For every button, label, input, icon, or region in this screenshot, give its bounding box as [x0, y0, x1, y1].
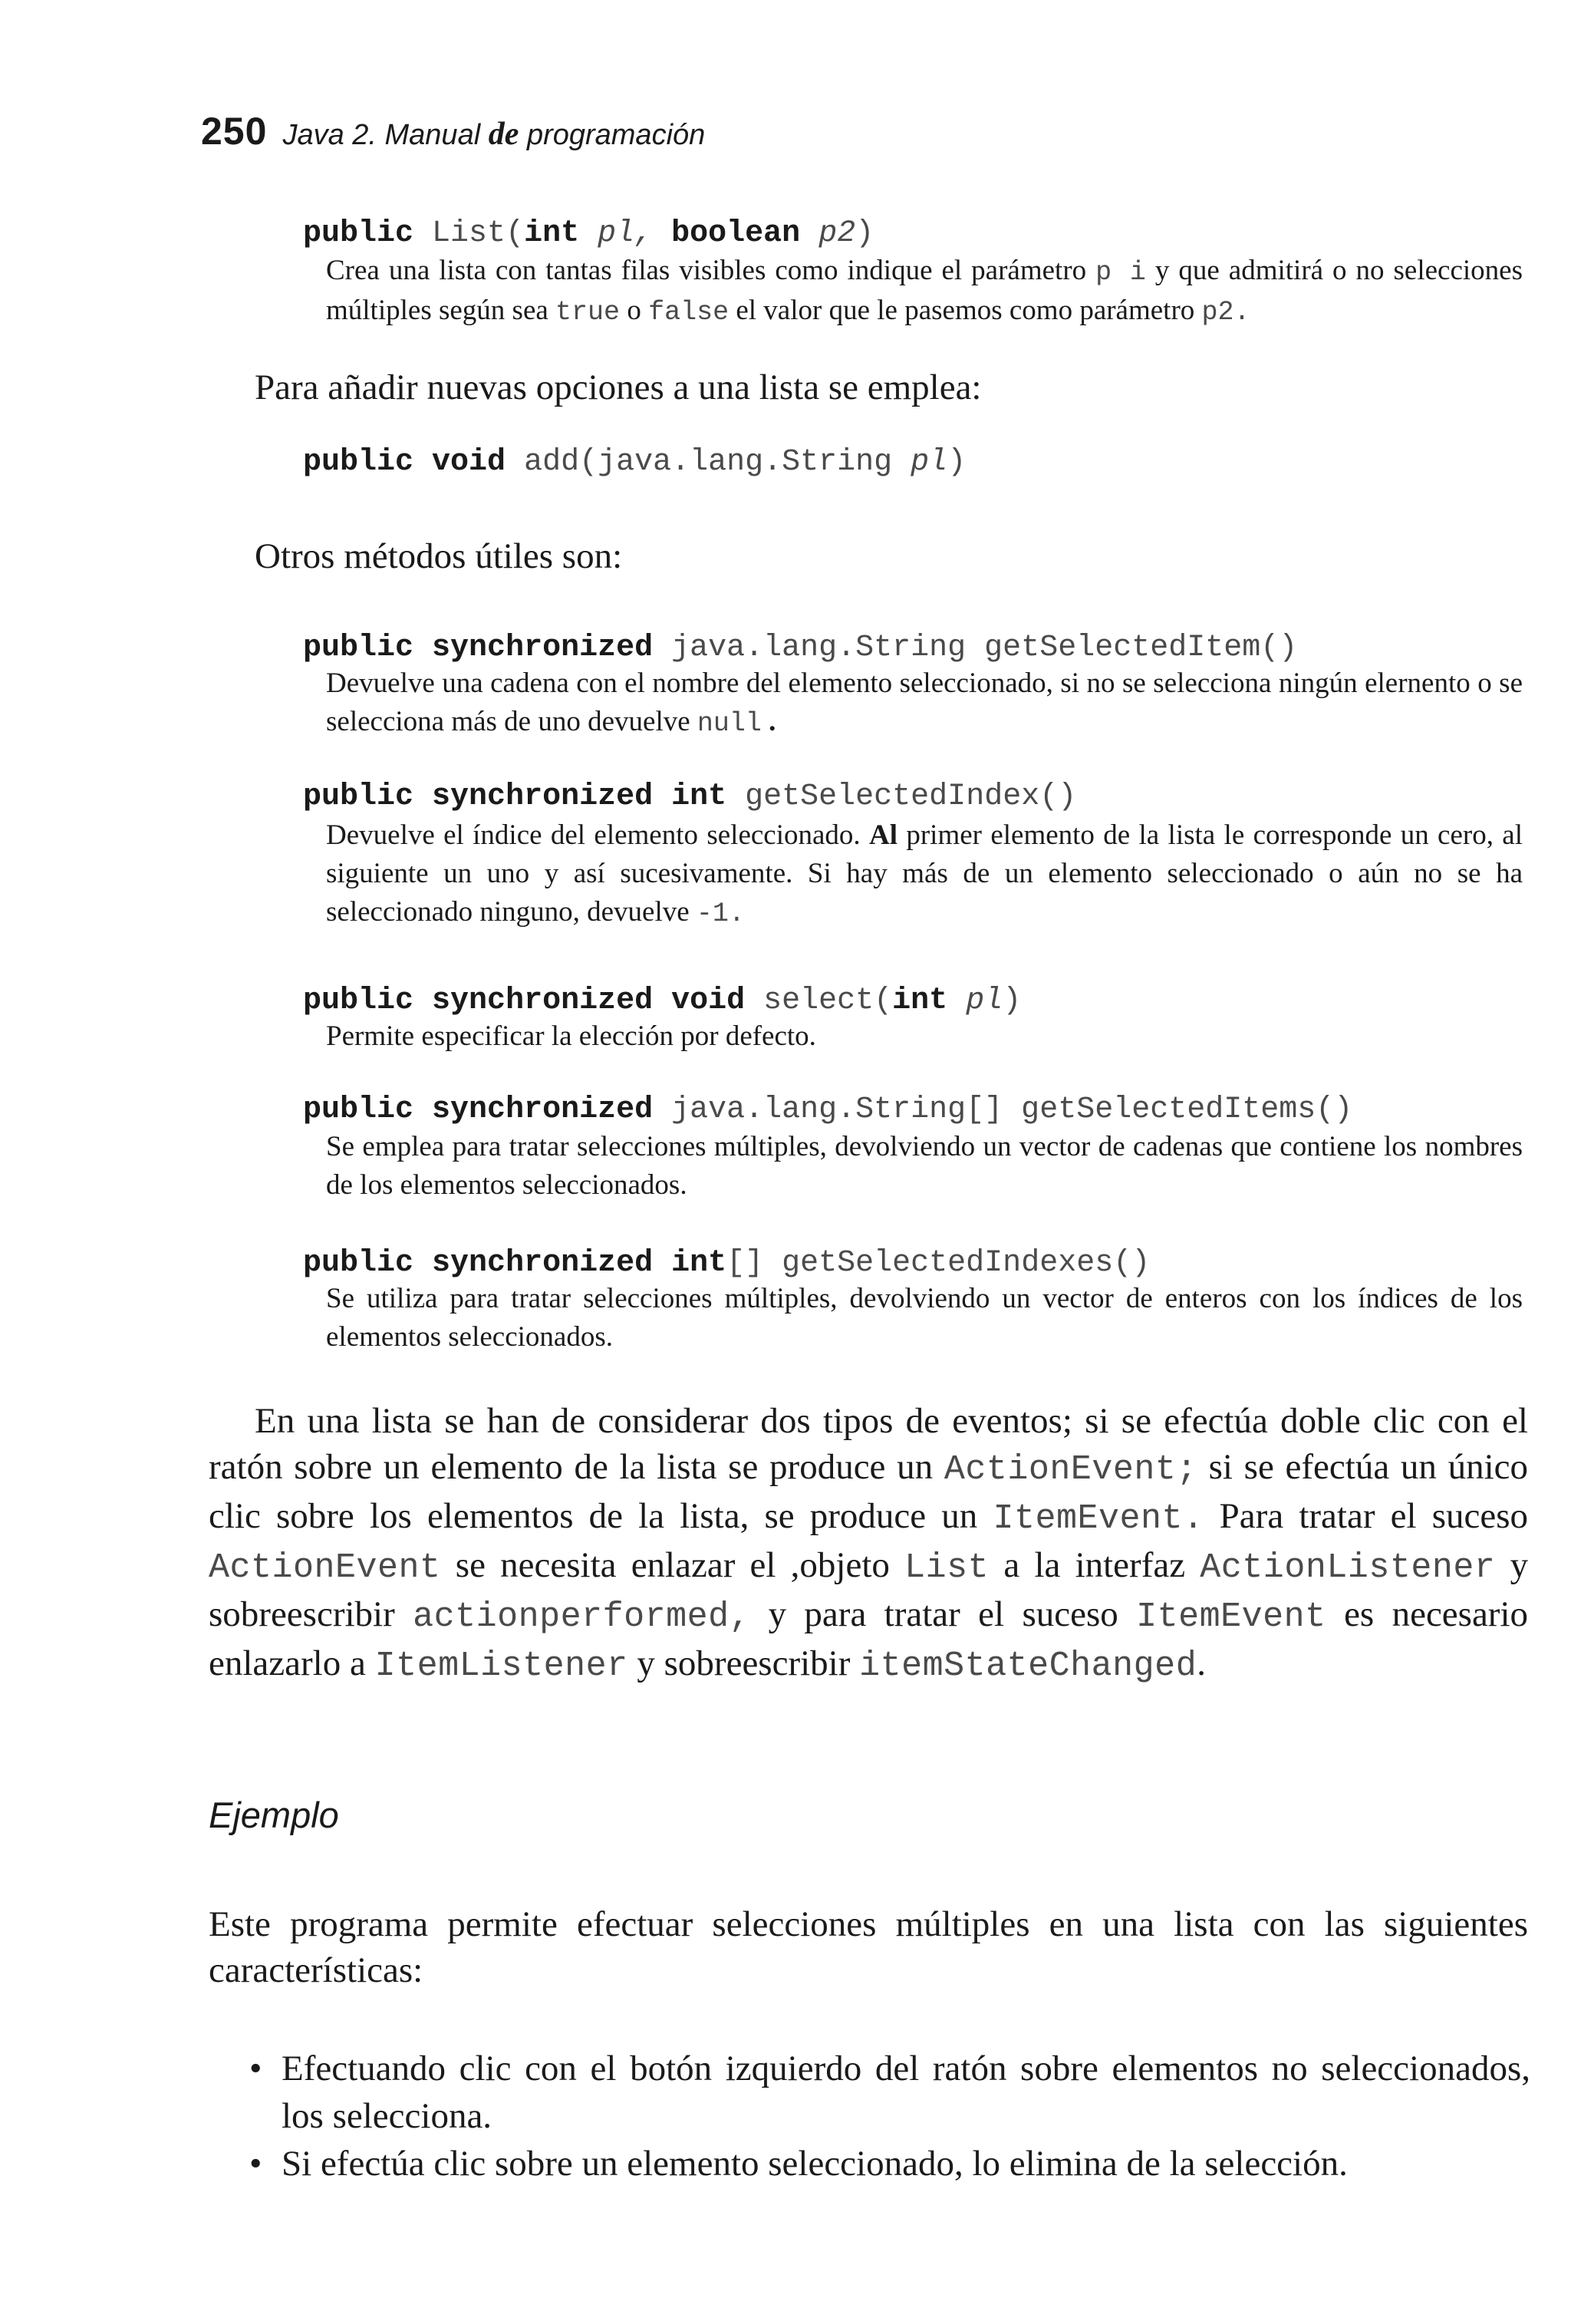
method-name: getSelectedIndex()	[745, 780, 1077, 814]
running-title-post: programación	[526, 119, 706, 151]
running-title-de: de	[488, 117, 519, 152]
text: es necesario enlazarlo a	[209, 1594, 1529, 1683]
method-signature-get-selected-index	[303, 780, 1076, 814]
keyword: public	[303, 445, 414, 480]
parameter: pl	[911, 445, 948, 480]
inline-code: actionperformed,	[413, 1597, 751, 1637]
text: y que admitirá o no selecciones múltiples según sea	[326, 255, 1523, 326]
inline-code: p2.	[1201, 297, 1250, 328]
text: el valor que le pasemos como parámetro	[736, 295, 1195, 326]
keyword: public	[303, 1246, 414, 1281]
paragraph-events	[209, 1398, 1528, 1689]
method-description-get-selected-items: Se emplea para tratar selecciones múltiples, devolviendo un vector de cadenas que contiene los nombres de los elementos seleccionados.	[326, 1131, 1523, 1201]
text: Devuelve el índice del elemento seleccionado.	[326, 819, 861, 851]
inline-code: ItemEvent.	[993, 1499, 1204, 1538]
parameter: p2	[818, 216, 856, 251]
keyword: public	[303, 216, 414, 251]
text: Al	[869, 819, 898, 851]
method-name: select(	[763, 984, 893, 1018]
feature-list	[249, 2045, 1530, 2187]
running-title-pre: Java 2. Manual	[282, 119, 481, 151]
running-title	[282, 119, 705, 151]
text: si se efectúa un único clic sobre los elementos de la lista, se produce un	[209, 1447, 1529, 1536]
inline-code: true	[555, 297, 621, 328]
method-description-get-selected-indexes: Se utiliza para tratar selecciones múltiples, devolviendo un vector de enteros con los índices de los elementos seleccionados.	[326, 1283, 1523, 1353]
keyword: int	[892, 984, 948, 1018]
method-name: add(java.lang.String	[524, 445, 893, 480]
keyword: public	[303, 631, 414, 665]
keyword: synchronized	[432, 780, 654, 814]
method-signature-list-constructor	[303, 216, 874, 251]
list-item-text: Efectuando clic con el botón izquierdo del ratón sobre elementos no seleccionados, los selecciona.	[282, 2049, 1530, 2136]
keyword: int	[524, 216, 580, 251]
keyword: void	[432, 445, 506, 480]
keyword: public	[303, 780, 414, 814]
bullet-icon: •	[249, 2049, 262, 2088]
inline-code: null	[697, 708, 762, 739]
paragraph-example: Este programa permite efectuar selecciones múltiples en una lista con las siguientes características:	[209, 1904, 1528, 1990]
paragraph-add-options: Para añadir nuevas opciones a una lista se emplea:	[255, 368, 982, 407]
text: a la interfaz	[1003, 1545, 1186, 1585]
text: y sobreescribir	[637, 1643, 851, 1683]
list-item-text: Si efectúa clic sobre un elemento seleccionado, lo elimina de la selección.	[282, 2144, 1348, 2184]
inline-code: ActionListener	[1200, 1548, 1496, 1587]
method-description-select: Permite especificar la elección por defecto.	[326, 1020, 816, 1052]
parameter: pl	[966, 984, 1003, 1018]
keyword: int	[671, 780, 727, 814]
section-title: Ejemplo	[209, 1795, 339, 1835]
method-description-list-constructor	[326, 252, 1523, 331]
inline-code: ActionEvent;	[944, 1450, 1197, 1489]
inline-code: ActionEvent	[209, 1548, 441, 1587]
keyword: public	[303, 1093, 414, 1127]
inline-code: p i	[1095, 257, 1146, 288]
keyword: int	[671, 1246, 727, 1281]
keyword: public	[303, 984, 414, 1018]
list-item	[249, 2140, 1530, 2187]
page-number: 250	[201, 110, 268, 153]
inline-code: ItemListener	[374, 1647, 628, 1686]
paren: )	[947, 445, 967, 480]
keyword: synchronized	[432, 631, 654, 665]
text: y para tratar el suceso	[768, 1594, 1118, 1634]
method-signature-get-selected-indexes	[303, 1246, 1150, 1281]
inline-code: false	[648, 297, 730, 328]
bullet-icon: •	[249, 2144, 262, 2184]
text: En una lista se han de considerar dos tipos de eventos; si se efectúa doble clic con el ratón sobre un elemento de la lista se produce un	[209, 1401, 1528, 1487]
keyword: synchronized	[432, 1093, 654, 1127]
keyword: void	[671, 984, 746, 1018]
method-name: List(	[432, 216, 525, 251]
text: .	[1197, 1643, 1206, 1683]
text: primer elemento de la lista le corresponde un cero, al siguiente un uno y así sucesivamente. Si hay más de un elemento seleccionado o aún no se ha seleccionado ninguno, devuelve	[326, 819, 1523, 928]
keyword: synchronized	[432, 984, 654, 1018]
text: .	[769, 706, 776, 737]
keyword: synchronized	[432, 1246, 654, 1281]
paren: )	[1003, 984, 1022, 1018]
text: Crea una lista con tantas filas visibles como indique el parámetro	[326, 255, 1087, 286]
paragraph-other-methods: Otros métodos útiles son:	[255, 536, 623, 576]
text: Devuelve una cadena con el nombre del elemento seleccionado, si no se selecciona ningún elernento o se selecciona más de uno devuelve	[326, 668, 1523, 737]
running-header	[201, 109, 705, 153]
method-name: java.lang.String getSelectedItem()	[671, 631, 1298, 665]
paren: )	[855, 216, 874, 251]
method-description-get-selected-item	[326, 664, 1523, 743]
text: Para tratar el suceso	[1219, 1496, 1529, 1536]
inline-code: ItemEvent	[1136, 1597, 1326, 1637]
method-signature-get-selected-item	[303, 631, 1297, 665]
inline-code: -1.	[696, 898, 745, 929]
list-item	[249, 2045, 1530, 2140]
text: y sobreescribir	[209, 1545, 1529, 1634]
inline-code: List	[904, 1548, 990, 1587]
parameter: pl,	[598, 216, 654, 251]
keyword: boolean	[671, 216, 801, 251]
method-signature-get-selected-items	[303, 1093, 1352, 1127]
method-description-get-selected-index	[326, 816, 1523, 933]
text: o	[627, 295, 641, 326]
method-signature-add	[303, 445, 966, 480]
method-signature-select	[303, 984, 1021, 1018]
method-name: java.lang.String[] getSelectedItems()	[671, 1093, 1353, 1127]
method-name: [] getSelectedIndexes()	[726, 1246, 1151, 1281]
inline-code: itemStateChanged	[859, 1647, 1197, 1686]
text: se necesita enlazar el ,objeto	[455, 1545, 890, 1585]
